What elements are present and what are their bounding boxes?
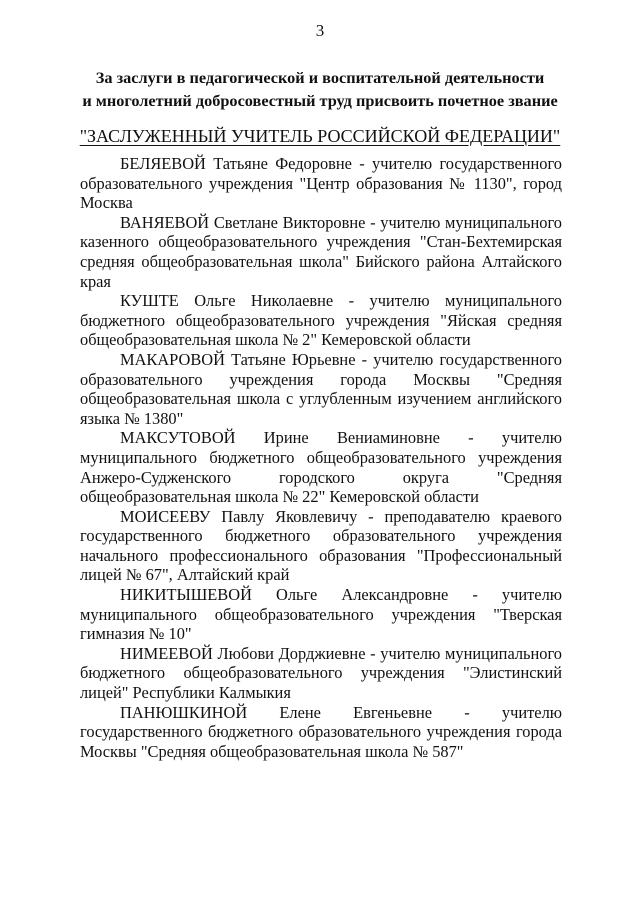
recipient-entry: НИКИТЫШЕВОЙ Ольге Александровне - учителю муниципального общеобразовательного учреждения "Тверская гимназия № 10": [80, 585, 562, 644]
recipient-entry: НИМЕЕВОЙ Любови Дорджиевне - учителю муниципального бюджетного общеобразовательного учреждения "Элистинский лицей" Республики Калмыкия: [80, 643, 562, 703]
honorary-title: [0, 124, 640, 148]
recipient-list: [80, 154, 562, 761]
honorary-title-text: "ЗАСЛУЖЕННЫЙ УЧИТЕЛЬ РОССИЙСКОЙ ФЕДЕРАЦИИ": [79, 126, 561, 146]
award-heading-line-1: За заслуги в педагогической и воспитательной деятельности: [95, 68, 545, 87]
recipient-entry: МАКСУТОВОЙ Ирине Вениаминовне - учителю муниципального бюджетного общеобразовательного учреждения Анжеро-Судженского городского округа "Средняя общеобразовательная школа № 22" Кемеровской области: [80, 428, 562, 507]
recipient-entry: МАКАРОВОЙ Татьяне Юрьевне - учителю государственного образовательного учреждения города Москвы "Средняя общеобразовательная школа с углубленным изучением английского языка № 1380": [80, 349, 562, 428]
award-heading: [70, 66, 570, 112]
recipient-entry: ВАНЯЕВОЙ Светлане Викторовне - учителю муниципального казенного общеобразовательного учреждения "Стан-Бехтемирская средняя общеобразовательная школа" Бийского района Алтайского края: [80, 212, 562, 291]
recipient-entry: ПАНЮШКИНОЙ Елене Евгеньевне - учителю государственного бюджетного образовательного учреждения города Москвы "Средняя общеобразовательная школа № 587": [80, 702, 562, 761]
recipient-entry: МОИСЕЕВУ Павлу Яковлевичу - преподавателю краевого государственного бюджетного образовательного учреждения начального профессионального образования "Профессиональный лицей № 67", Алтайский край: [80, 506, 562, 585]
recipient-entry: КУШТЕ Ольге Николаевне - учителю муниципального бюджетного общеобразовательного учреждения "Яйская средняя общеобразовательная школа № 2" Кемеровской области: [80, 291, 562, 350]
recipient-entry: БЕЛЯЕВОЙ Татьяне Федоровне - учителю государственного образовательного учреждения "Центр образования № 1130", город Москва: [80, 154, 562, 213]
award-heading-line-2: и многолетний добросовестный труд присвоить почетное звание: [82, 91, 558, 110]
page-number: 3: [315, 21, 325, 40]
